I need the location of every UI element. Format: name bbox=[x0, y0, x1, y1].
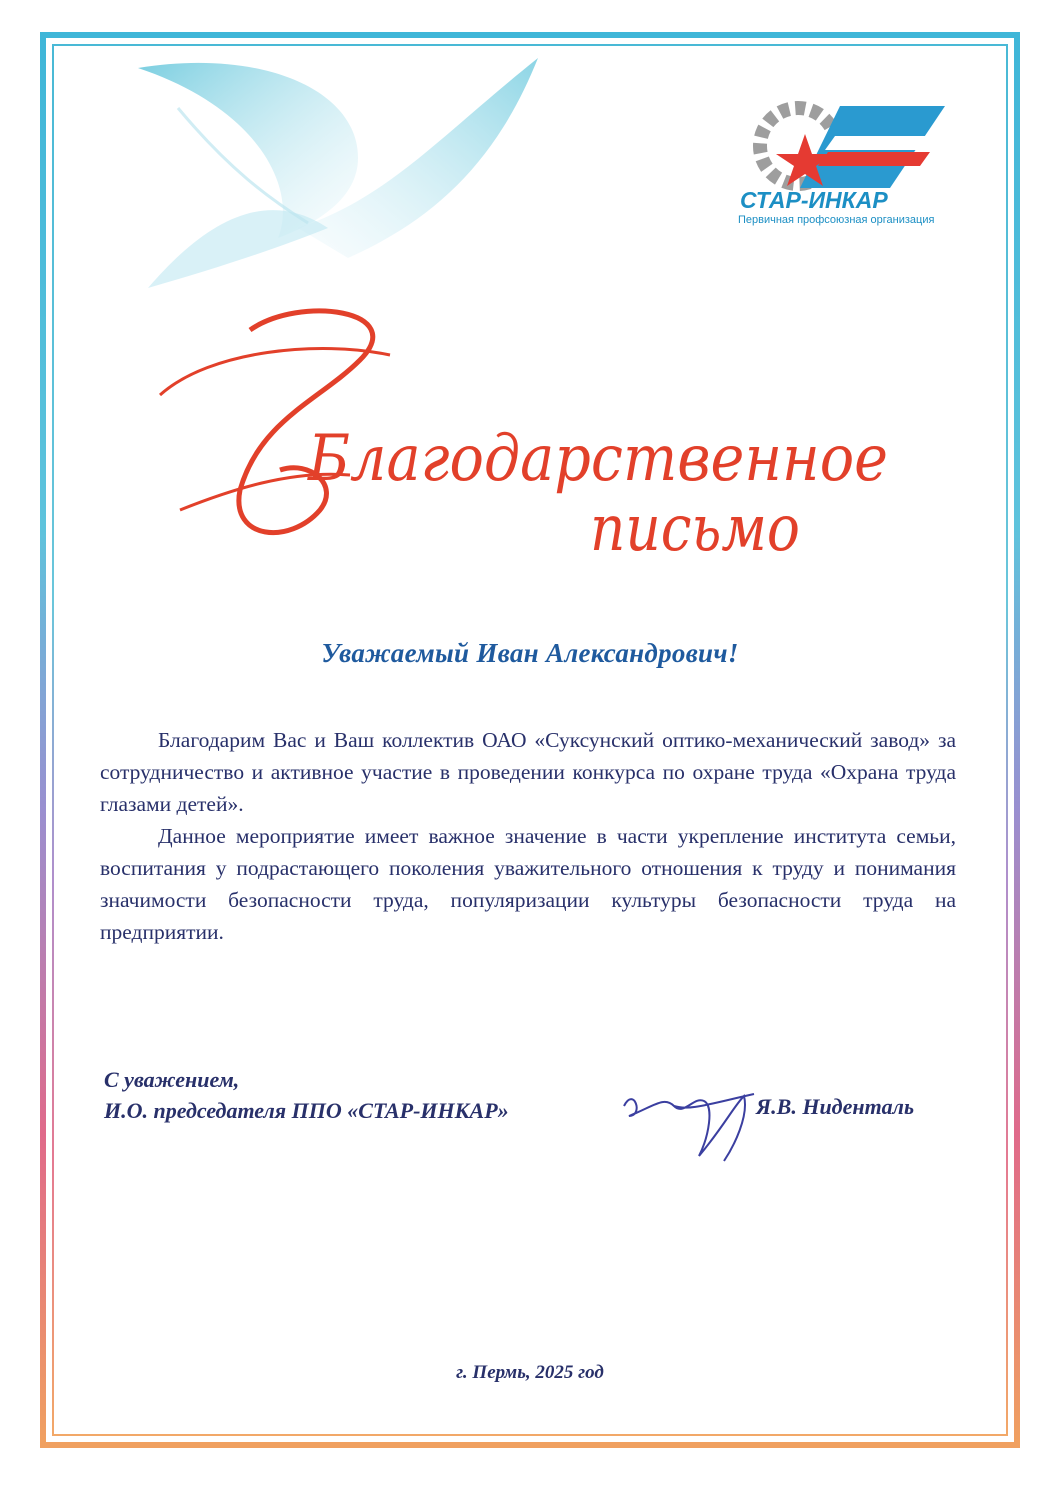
letter-body bbox=[100, 724, 956, 948]
logo-text: СТАР-ИНКАР bbox=[740, 187, 888, 213]
body-paragraph-1: Благодарим Вас и Ваш коллектив ОАО «Суксунский оптико-механический завод» за сотрудничество и активное участие в проведении конкурса по охране труда «Охрана труда глазами детей». bbox=[100, 728, 956, 816]
handwritten-signature bbox=[614, 1076, 774, 1166]
signoff-position: И.О. председателя ППО «СТАР-ИНКАР» bbox=[104, 1098, 509, 1123]
body-paragraph-2: Данное мероприятие имеет важное значение в части укрепление института семьи, воспитания у подрастающего поколения уважительного отношения к труду и понимания значимости безопасности труда, популяризации культуры безопасности труда на предприятии. bbox=[100, 824, 956, 944]
signatory-name: Я.В. Ниденталь bbox=[756, 1094, 915, 1119]
greeting: Уважаемый Иван Александрович! bbox=[321, 638, 739, 668]
logo-subtitle: Первичная профсоюзная организация bbox=[738, 214, 935, 226]
decorative-wave bbox=[58, 48, 578, 308]
signoff-block bbox=[104, 1064, 509, 1126]
title-line1: Благодарственное bbox=[307, 422, 888, 496]
title bbox=[140, 300, 940, 580]
place-and-date: г. Пермь, 2025 год bbox=[456, 1362, 604, 1383]
signoff-regards: С уважением, bbox=[104, 1067, 240, 1092]
title-line2: письмо bbox=[590, 492, 800, 566]
